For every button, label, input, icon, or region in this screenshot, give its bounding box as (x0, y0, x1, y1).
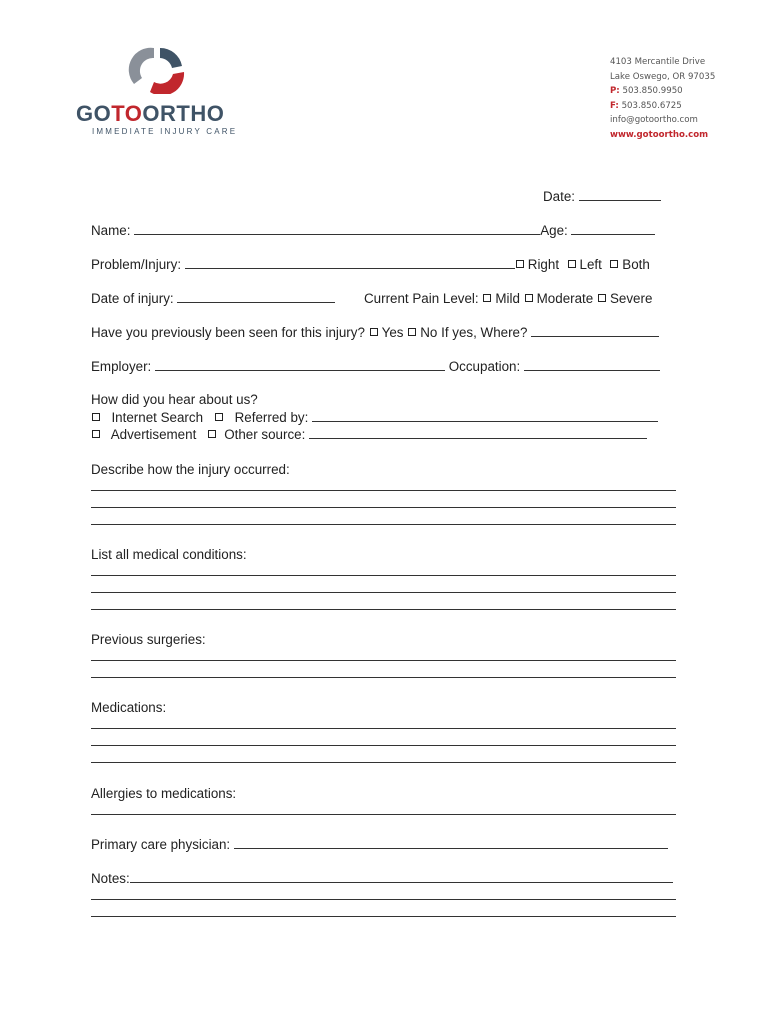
referred-checkbox[interactable] (215, 413, 223, 421)
pain-moderate-checkbox[interactable] (525, 294, 533, 302)
problem-field[interactable] (185, 256, 515, 269)
conditions-line-1[interactable] (91, 575, 676, 576)
hear-row-2: Advertisement Other source: (91, 426, 647, 443)
fax-line: F: 503.850.6725 (610, 100, 682, 111)
describe-line-3[interactable] (91, 524, 676, 525)
brand-name: GOTOORTHO (76, 101, 225, 126)
name-row: Name: Age: (91, 222, 655, 239)
conditions-line-2[interactable] (91, 592, 676, 593)
seen-where-field[interactable] (531, 324, 659, 337)
notes-field[interactable] (130, 870, 673, 883)
hear-row-1: Internet Search Referred by: (91, 409, 658, 426)
left-checkbox[interactable] (568, 260, 576, 268)
hear-about-label: How did you hear about us? (91, 392, 258, 407)
email-line: info@gotoortho.com (610, 115, 698, 126)
seen-no-checkbox[interactable] (408, 328, 416, 336)
medications-line-3[interactable] (91, 762, 676, 763)
employer-field[interactable] (155, 358, 445, 371)
describe-line-1[interactable] (91, 490, 676, 491)
surgeries-label: Previous surgeries: (91, 632, 206, 647)
notes-line-3[interactable] (91, 916, 676, 917)
date-field[interactable] (579, 188, 661, 201)
name-field[interactable] (134, 222, 540, 235)
pain-level-row: Current Pain Level: Mild Moderate Severe (364, 291, 653, 306)
problem-row: Problem/Injury: Right Left Both (91, 257, 650, 272)
seen-before-row: Have you previously been seen for this injury? Yes No If yes, Where? (91, 324, 659, 341)
employer-row: Employer: Occupation: (91, 358, 660, 375)
phone-line: P: 503.850.9950 (610, 86, 683, 97)
conditions-label: List all medical conditions: (91, 547, 247, 562)
internet-search-checkbox[interactable] (92, 413, 100, 421)
injury-date-row: Date of injury: (91, 290, 335, 307)
allergies-label: Allergies to medications: (91, 786, 237, 801)
address-street: 4103 Mercantile Drive (610, 57, 706, 67)
notes-line-2[interactable] (91, 899, 676, 900)
both-checkbox[interactable] (610, 260, 618, 268)
medications-label: Medications: (91, 700, 167, 715)
age-field[interactable] (571, 222, 655, 235)
date-row: Date: (543, 188, 661, 205)
seen-yes-checkbox[interactable] (370, 328, 378, 336)
describe-label: Describe how the injury occurred: (91, 462, 290, 477)
describe-line-2[interactable] (91, 507, 676, 508)
physician-field[interactable] (234, 836, 668, 849)
referred-by-field[interactable] (312, 409, 658, 422)
other-source-field[interactable] (309, 426, 647, 439)
pain-mild-checkbox[interactable] (483, 294, 491, 302)
pain-severe-checkbox[interactable] (598, 294, 606, 302)
right-checkbox[interactable] (516, 260, 524, 268)
surgeries-line-2[interactable] (91, 677, 676, 678)
go-to-ortho-logo-icon (124, 44, 190, 94)
conditions-line-3[interactable] (91, 609, 676, 610)
injury-date-field[interactable] (177, 290, 335, 303)
notes-row: Notes: (91, 870, 673, 887)
allergies-line-1[interactable] (91, 814, 676, 815)
medications-line-2[interactable] (91, 745, 676, 746)
brand-tagline: IMMEDIATE INJURY CARE (92, 127, 238, 136)
occupation-field[interactable] (524, 358, 660, 371)
clinic-address (610, 55, 715, 143)
physician-row: Primary care physician: (91, 836, 668, 853)
advertisement-checkbox[interactable] (92, 430, 100, 438)
website-line: www.gotoortho.com (610, 129, 709, 140)
address-city: Lake Oswego, OR 97035 (610, 71, 716, 82)
other-source-checkbox[interactable] (208, 430, 216, 438)
surgeries-line-1[interactable] (91, 660, 676, 661)
medications-line-1[interactable] (91, 728, 676, 729)
